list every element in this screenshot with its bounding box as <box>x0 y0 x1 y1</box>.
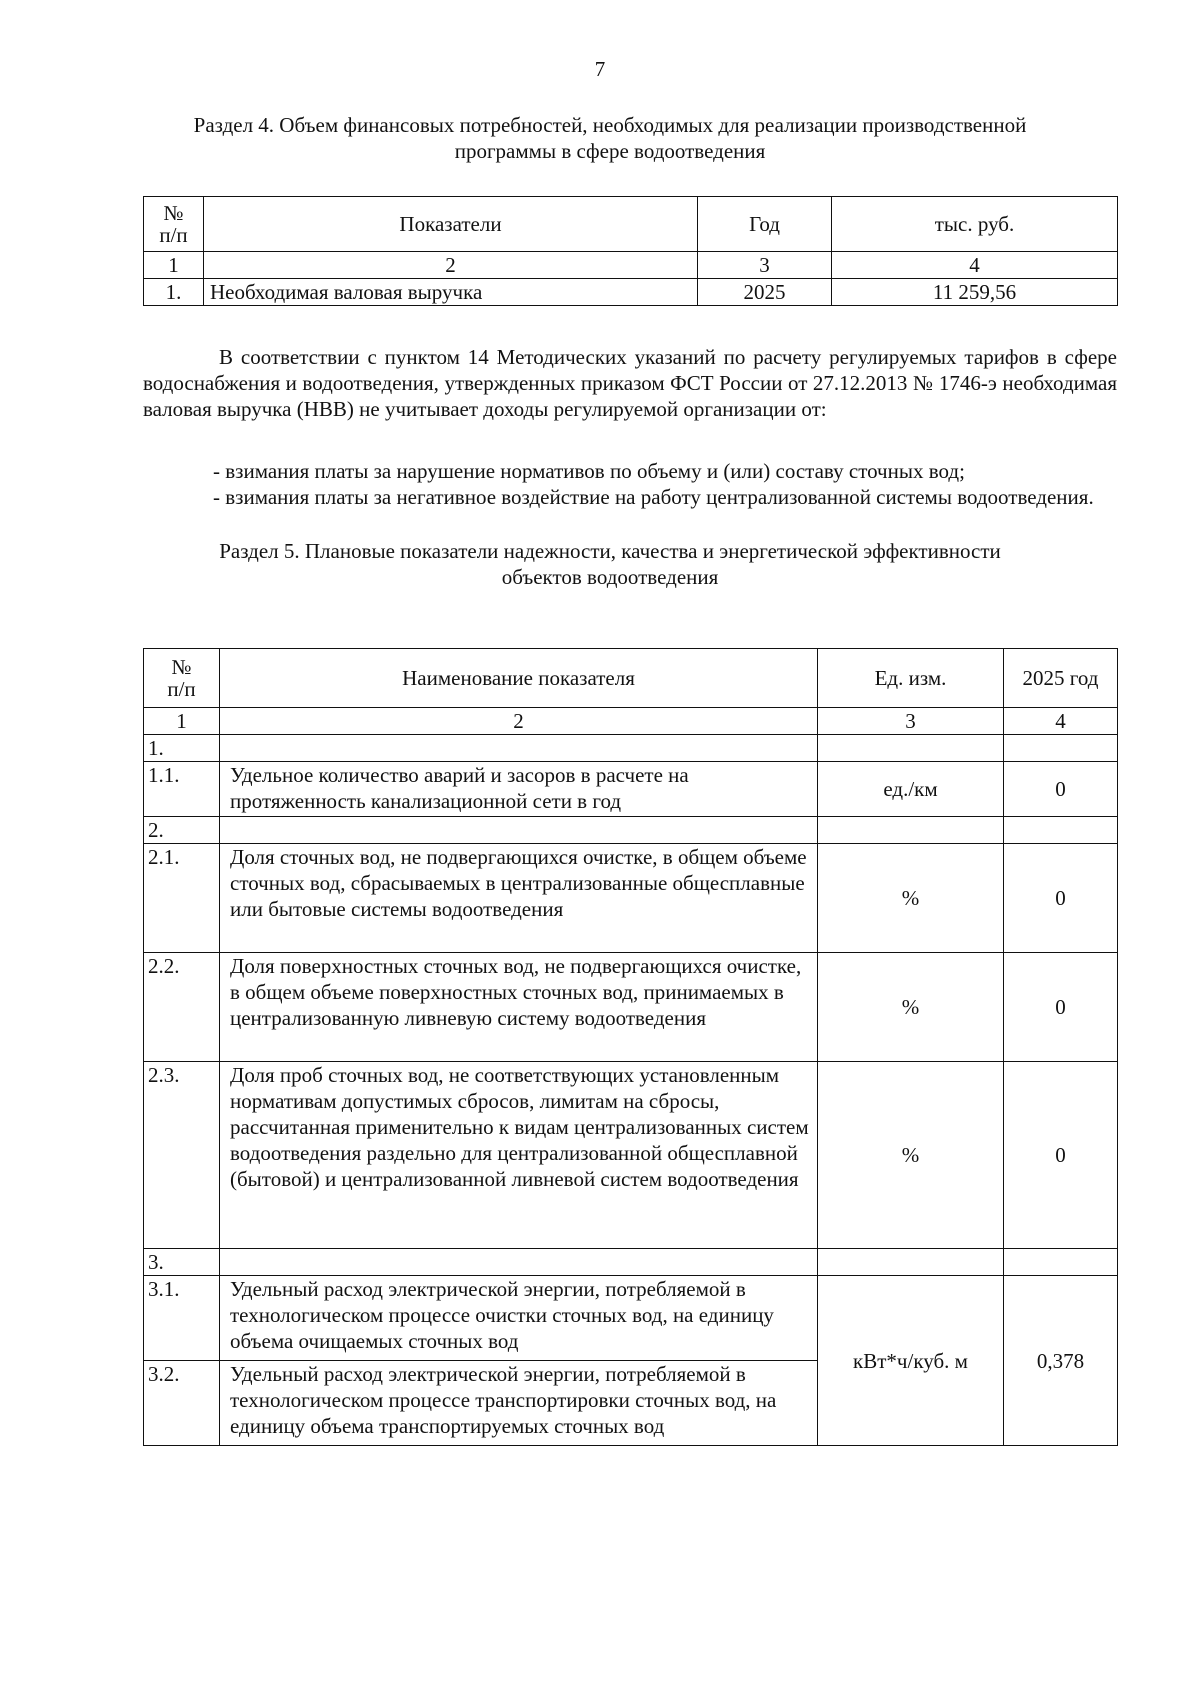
row-unit: ед./км <box>818 762 1004 817</box>
row-number: 3.2. <box>144 1361 220 1446</box>
row-unit: кВт*ч/куб. м <box>818 1276 1004 1446</box>
section-5-title-line1: Раздел 5. Плановые показатели надежности, качества и энергетической эффективности <box>219 539 1001 563</box>
header-year: 2025 год <box>1004 649 1118 708</box>
header-number-line2: п/п <box>159 223 188 247</box>
row-value <box>1004 735 1118 762</box>
section-4-title <box>130 112 1090 164</box>
indicators-table <box>143 648 1118 1446</box>
row-value: 0 <box>1004 844 1118 953</box>
section-5-title <box>130 538 1090 590</box>
table-row <box>144 1062 1118 1249</box>
column-number: 2 <box>204 252 698 279</box>
row-number: 2.2. <box>144 953 220 1062</box>
header-year: Год <box>698 197 832 252</box>
table-row <box>144 762 1118 817</box>
section-5-title-line2: объектов водоотведения <box>501 565 719 589</box>
section-4-title-line2: программы в сфере водоотведения <box>454 139 766 163</box>
column-number: 1 <box>144 708 220 735</box>
financial-needs-table <box>143 196 1118 306</box>
row-value: 0 <box>1004 953 1118 1062</box>
row-name <box>220 817 818 844</box>
bullet-item: - взимания платы за негативное воздействие на работу централизованной системы водоотведения. <box>213 485 1094 509</box>
row-name: Удельный расход электрической энергии, потребляемой в технологическом процессе транспортировки сточных вод, на единицу объема транспортируемых сточных вод <box>220 1361 818 1446</box>
row-value: 0,378 <box>1004 1276 1118 1446</box>
row-number: 1. <box>144 735 220 762</box>
column-number: 2 <box>220 708 818 735</box>
row-number: 1.1. <box>144 762 220 817</box>
row-name: Удельное количество аварий и засоров в расчете на протяженность канализационной сети в год <box>220 762 818 817</box>
row-unit <box>818 1249 1004 1276</box>
row-amount: 11 259,56 <box>832 279 1118 306</box>
header-number-line1: № <box>171 655 192 679</box>
row-name: Доля сточных вод, не подвергающихся очистке, в общем объеме сточных вод, сбрасываемых в централизованные общесплавные или бытовые системы водоотведения <box>220 844 818 953</box>
row-unit: % <box>818 1062 1004 1249</box>
table-header-row <box>144 649 1118 708</box>
row-name: Необходимая валовая выручка <box>204 279 698 306</box>
header-amount: тыс. руб. <box>832 197 1118 252</box>
table-row <box>144 735 1118 762</box>
column-number: 3 <box>818 708 1004 735</box>
row-unit <box>818 735 1004 762</box>
column-numbers-row <box>144 252 1118 279</box>
row-number: 1. <box>144 279 204 306</box>
column-number: 1 <box>144 252 204 279</box>
column-number: 3 <box>698 252 832 279</box>
column-numbers-row <box>144 708 1118 735</box>
row-value: 0 <box>1004 762 1118 817</box>
header-number <box>144 197 204 252</box>
column-number: 4 <box>1004 708 1118 735</box>
header-unit: Ед. изм. <box>818 649 1004 708</box>
row-name <box>220 1249 818 1276</box>
table-row <box>144 279 1118 306</box>
row-value <box>1004 817 1118 844</box>
column-number: 4 <box>832 252 1118 279</box>
row-number: 2.1. <box>144 844 220 953</box>
row-value <box>1004 1249 1118 1276</box>
row-unit: % <box>818 844 1004 953</box>
row-name: Доля проб сточных вод, не соответствующих установленным нормативам допустимых сбросов, лимитам на сбросы, рассчитанная применительно к видам централизованных систем водоотведения раздельно для централизованной общесплавной (бытовой) и централизованной ливневой систем водоотведения <box>220 1062 818 1249</box>
row-value: 0 <box>1004 1062 1118 1249</box>
row-number: 2. <box>144 817 220 844</box>
header-number <box>144 649 220 708</box>
header-number-line2: п/п <box>167 677 196 701</box>
header-name: Наименование показателя <box>220 649 818 708</box>
row-name <box>220 735 818 762</box>
row-number: 2.3. <box>144 1062 220 1249</box>
row-number: 3.1. <box>144 1276 220 1361</box>
page-number: 7 <box>594 57 606 81</box>
header-number-line1: № <box>163 201 184 225</box>
body-paragraph: В соответствии с пунктом 14 Методических указаний по расчету регулируемых тарифов в сфере водоснабжения и водоотведения, утвержденных приказом ФСТ России от 27.12.2013 № 1746-э необходимая валовая выручка (НВВ) не учитывает доходы регулируемой организации от: <box>143 345 1117 421</box>
section-4-title-line1: Раздел 4. Объем финансовых потребностей, необходимых для реализации производственной <box>193 113 1027 137</box>
table-header-row <box>144 197 1118 252</box>
table-row <box>144 1276 1118 1361</box>
row-unit: % <box>818 953 1004 1062</box>
row-number: 3. <box>144 1249 220 1276</box>
header-indicators: Показатели <box>204 197 698 252</box>
table-row <box>144 844 1118 953</box>
bullet-item: - взимания платы за нарушение нормативов по объему и (или) составу сточных вод; <box>213 459 965 483</box>
row-name: Удельный расход электрической энергии, потребляемой в технологическом процессе очистки сточных вод, на единицу объема очищаемых сточных вод <box>220 1276 818 1361</box>
row-year: 2025 <box>698 279 832 306</box>
row-name: Доля поверхностных сточных вод, не подвергающихся очистке, в общем объеме поверхностных сточных вод, принимаемых в централизованную ливневую систему водоотведения <box>220 953 818 1062</box>
row-unit <box>818 817 1004 844</box>
table-row <box>144 953 1118 1062</box>
table-row <box>144 1249 1118 1276</box>
table-row <box>144 817 1118 844</box>
